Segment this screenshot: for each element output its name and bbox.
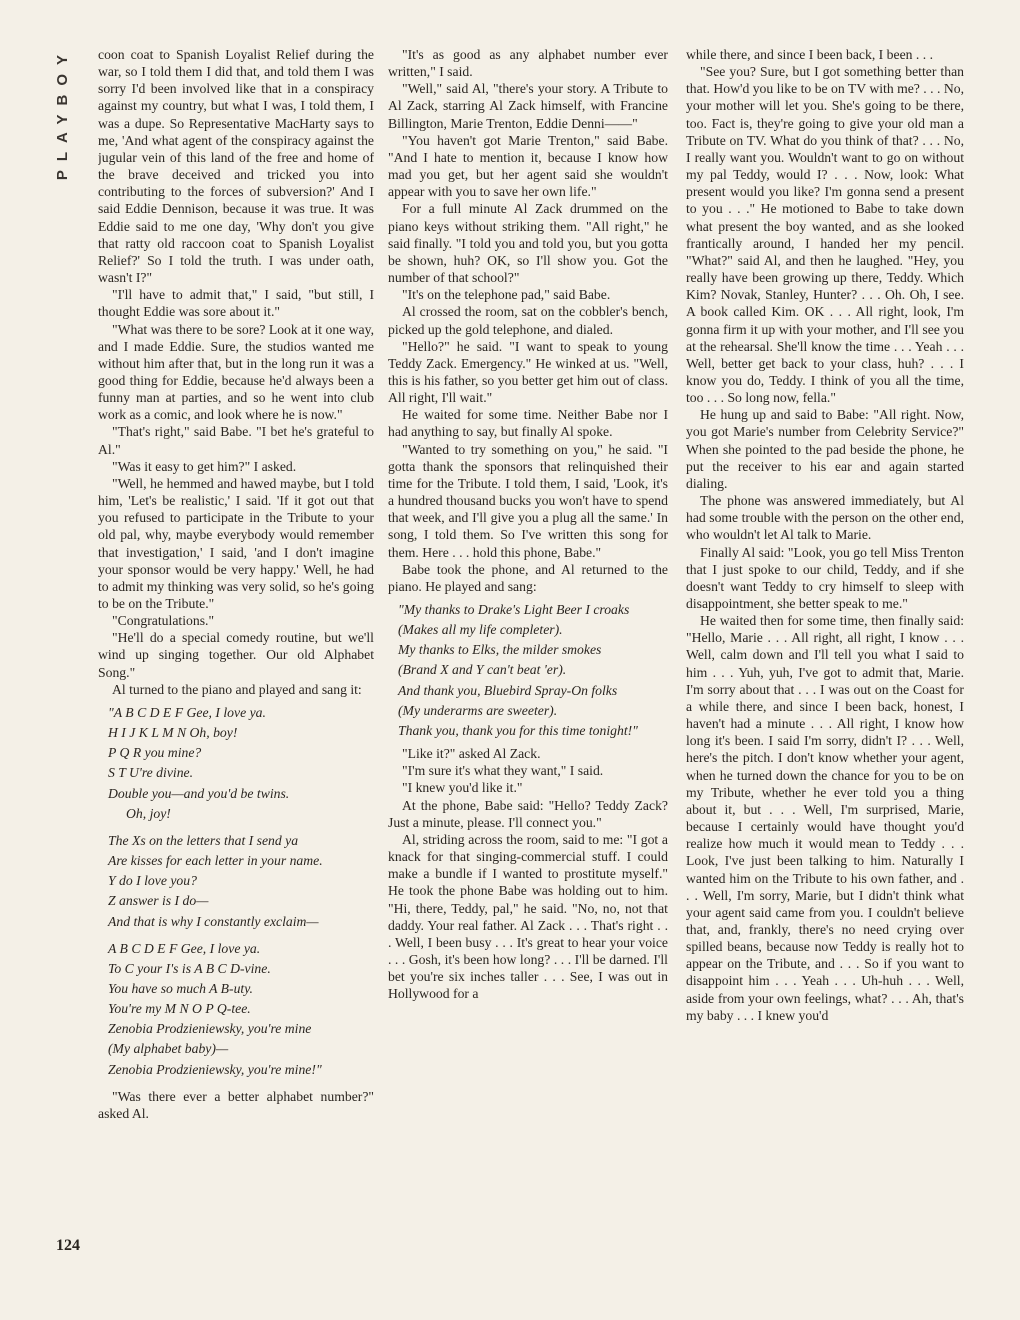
song-line: P Q R you mine? <box>108 745 202 761</box>
text-column-3 <box>686 46 964 1306</box>
paragraph: "It's on the telephone pad," said Babe. <box>402 287 611 303</box>
song-line: The Xs on the letters that I send ya <box>108 832 299 848</box>
paragraph: Al, striding across the room, said to me: "I got a knack for that singing-commercial stuff. I could make a bundle if I wanted to prostitute myself." He took the phone Babe was holding out to him. "Hi, there, Teddy, pal," he said. "No, no, not that daddy. Your real father. Al Zack . . . That's right . . . Well, I been busy . . . It's great to hear your voice . . . Gosh, it's been how long? . . . I'll be darned. I'll bet you're six inches taller . . . See, I was out in Hollywood for a <box>388 831 668 1002</box>
paragraph: "I'm sure it's what they want," I said. <box>402 763 604 779</box>
song-line: A B C D E F Gee, I love ya. <box>108 940 261 956</box>
song-line: Double you—and you'd be twins. <box>108 785 290 801</box>
paragraph: "What was there to be sore? Look at it one way, and I made Eddie. Sure, the studios wanted me without him after that, but in the long run it was a good thing for Eddie, because he'd always been a funny man at parties, and so he went into club work as a comic, and look where he is now." <box>98 321 374 423</box>
paragraph: "He'll do a special comedy routine, but we'll wind up singing together. Our old Alphabet Song." <box>98 630 374 680</box>
song-line: H I J K L M N Oh, boy! <box>108 725 238 741</box>
paragraph: "I knew you'd like it." <box>402 780 523 796</box>
paragraph: "Well," said Al, "there's your story. A Tribute to Al Zack, starring Al Zack himself, with Francine Billington, Marie Trenton, Eddie Denni——" <box>388 81 668 131</box>
song-line: "A B C D E F Gee, I love ya. <box>108 704 266 720</box>
paragraph: "I'll have to admit that," I said, "but still, I thought Eddie was sore about it." <box>98 287 374 320</box>
paragraph: "Well, he hemmed and hawed maybe, but I told him, 'Let's be realistic,' I said. 'If it got out that you refused to participate in the Tribute to your old pal, why, maybe everybody would remember that investigation,' I said, 'and I don't imagine your sponsor would be very happy.' Well, he had to admit my thinking was very solid, so he's going to be on the Tribute." <box>98 475 374 611</box>
paragraph: Al crossed the room, sat on the cobbler's bench, picked up the gold telephone, and dialed. <box>388 304 668 337</box>
song-line: "My thanks to Drake's Light Beer I croaks <box>398 602 630 617</box>
song-stanza <box>98 832 374 930</box>
song-line: And thank you, Bluebird Spray-On folks <box>398 682 618 698</box>
song-line: (My underarms are sweeter). <box>398 702 558 718</box>
song-line: Are kisses for each letter in your name. <box>108 853 323 869</box>
paragraph: "Hello?" he said. "I want to speak to young Teddy Zack. Emergency." He winked at us. "Well, this is his father, so you better get him out of class. All right, I'll wait." <box>388 338 668 406</box>
paragraph: "Like it?" asked Al Zack. <box>402 746 541 762</box>
song-line: S T U're divine. <box>108 765 194 781</box>
paragraph: "Congratulations." <box>112 613 215 629</box>
paragraph: "Wanted to try something on you," he said. "I gotta thank the sponsors that relinquished their time for the Tribute. I told them, I said, 'Look, it's a hundred thousand bucks you won't have to spend that week, and I'll give you a plug all the same.' In song, I told them. So I've written this song for them. Here . . . hold this phone, Babe." <box>388 441 668 560</box>
paragraph: He hung up and said to Babe: "All right. Now, you got Marie's number from Celebrity Service?" When she pointed to the pad beside the phone, he put the receiver to his ear and again started dialing. <box>686 407 964 491</box>
magazine-name: PLAYBOY <box>54 46 71 181</box>
song-line: Oh, joy! <box>126 805 171 821</box>
song-stanza <box>98 940 374 1078</box>
paragraph: "Was there ever a better alphabet number?" asked Al. <box>98 1088 374 1121</box>
page-number: 124 <box>56 1237 80 1254</box>
paragraph: For a full minute Al Zack drummed on the piano keys without striking them. "All right," he said finally. "I told you and told you, but you gotta be shown, huh? OK, so I'll show you. Got the number of that school?" <box>388 201 668 286</box>
song-line: Zenobia Prodzieniewsky, you're mine!" <box>108 1061 322 1077</box>
paragraph: At the phone, Babe said: "Hello? Teddy Zack? Just a minute, please. I'll connect you." <box>388 797 668 830</box>
song-line: (Makes all my life completer). <box>398 622 563 638</box>
song-line: You have so much A B-uty. <box>108 980 253 996</box>
song-line: My thanks to Elks, the milder smokes <box>398 642 602 658</box>
song-stanza <box>98 704 374 822</box>
alphabet-song <box>98 704 374 1078</box>
paragraph: "Was it easy to get him?" I asked. <box>112 458 297 474</box>
paragraph: The phone was answered immediately, but Al had some trouble with the person on the other end, who wouldn't let Al talk to Marie. <box>686 493 964 543</box>
song-line: Thank you, thank you for this time tonight!" <box>398 722 638 738</box>
paragraph: "It's as good as any alphabet number ever written," I said. <box>388 47 668 80</box>
text-column-2 <box>388 46 668 1306</box>
song-line: And that is why I constantly exclaim— <box>108 913 319 929</box>
paragraph: Finally Al said: "Look, you go tell Miss Trenton that I just spoke to our child, Teddy, and if she doesn't want Teddy to cry himself to sleep with disappointment, she better speak to me." <box>686 544 964 611</box>
paragraph: He waited for some time. Neither Babe nor I had anything to say, but finally Al spoke. <box>388 407 668 440</box>
song-line: You're my M N O P Q-tee. <box>108 1001 251 1017</box>
text-column-1 <box>98 46 374 1306</box>
paragraph: Babe took the phone, and Al returned to the piano. He played and sang: <box>388 561 668 594</box>
paragraph: He waited then for some time, then finally said: "Hello, Marie . . . All right, all right, I know . . . Well, calm down and I'll tell you what I said to him . . . Yuh, yuh, I've got to admit that, Marie. I'm sorry about that . . . I was out on the Coast for a while there, and since I been back, honest, I haven't had a minute . . . All right, I know how long it's been. I said I'm sorry, didn't I? . . . Well, here's the pitch. I don't know whether your agent, when he turned down the chance for you to be on my Tribute, whether he ever told you a thing about it, but . . . Well, I'm surprised, Marie, because I certainly would have thought you'd realize how much it would mean to Teddy . . . Look, I've just been talking to him. Naturally I wanted him on the Tribute to his own father, and . . . Well, I'm sorry, Marie, but I didn't think what your agent said came from you. I couldn't believe that, and, frankly, there's no need crying over spilled beans, because now Teddy is really hot to appear on the Tribute, and . . . So if you want to disappoint him . . . Yeah . . . Uh-huh . . . Well, aside from your own feelings, what? . . . Ah, that's my baby . . . I knew you'd <box>686 613 964 1023</box>
song-line: To C your I's is A B C D-vine. <box>108 960 271 976</box>
song-line: (My alphabet baby)— <box>108 1041 229 1057</box>
paragraph: coon coat to Spanish Loyalist Relief during the war, so I told them I did that, and told them I was sorry I'd been involved like that in a conspiracy against my country, but what I was, I told them, I was a dupe. So Representative MacHarty says to me, 'And what agent of the conspiracy against the jugular vein of this land of the free and home of the brave deceived and tricked you into contributing to the forces of subversion?' And I said Eddie Dennison, because it was true. It was Eddie said to me one day, 'Why don't you give that ratty old raccoon coat to Spanish Loyalist Relief?' So I told the truth. I was under oath, wasn't I?" <box>98 47 374 286</box>
paragraph: "See you? Sure, but I got something better than that. How'd you like to be on TV with me? . . . No, your mother will let you. She's going to be there, too. Fact is, they're going to give your old man a Tribute on TV. What do you think of that? . . . No, I really want you. Wouldn't want to go on without my pal Teddy, would I? . . . Now, look: What present would you like? I'm gonna send a present to you . . ." He motioned to Babe to take down what present the boy wanted, and as she looked frantically around, I handed her my pencil. "What?" said Al, and then he laughed. "Hey, you really have been growing up there, Teddy. Which Kim? Novak, Stanley, Hunter? . . . Oh. Oh, I see. A book called Kim. OK . . . All right, look, I'm gonna firm it up with your mother, and I'll see you at the rehearsal. She'll know the time . . . Yeah . . . Well, better get back to your class, huh? . . . I know you do, Teddy. I think of you all the time, too . . . So long now, fella." <box>686 64 964 406</box>
paragraph: "That's right," said Babe. "I bet he's grateful to Al." <box>98 424 374 457</box>
commercial-song <box>388 601 668 739</box>
song-line: Zenobia Prodzieniewsky, you're mine <box>108 1021 312 1037</box>
song-line: Z answer is I do— <box>108 893 209 909</box>
song-line: (Brand X and Y can't beat 'er). <box>398 662 567 678</box>
paragraph: Al turned to the piano and played and sang it: <box>112 681 362 697</box>
paragraph: "You haven't got Marie Trenton," said Babe. "And I hate to mention it, because I know how mad you get, but her agent said she wouldn't appear with you to save her own life." <box>388 132 668 200</box>
paragraph: while there, and since I been back, I been . . . <box>686 47 934 62</box>
song-line: Y do I love you? <box>108 873 197 889</box>
